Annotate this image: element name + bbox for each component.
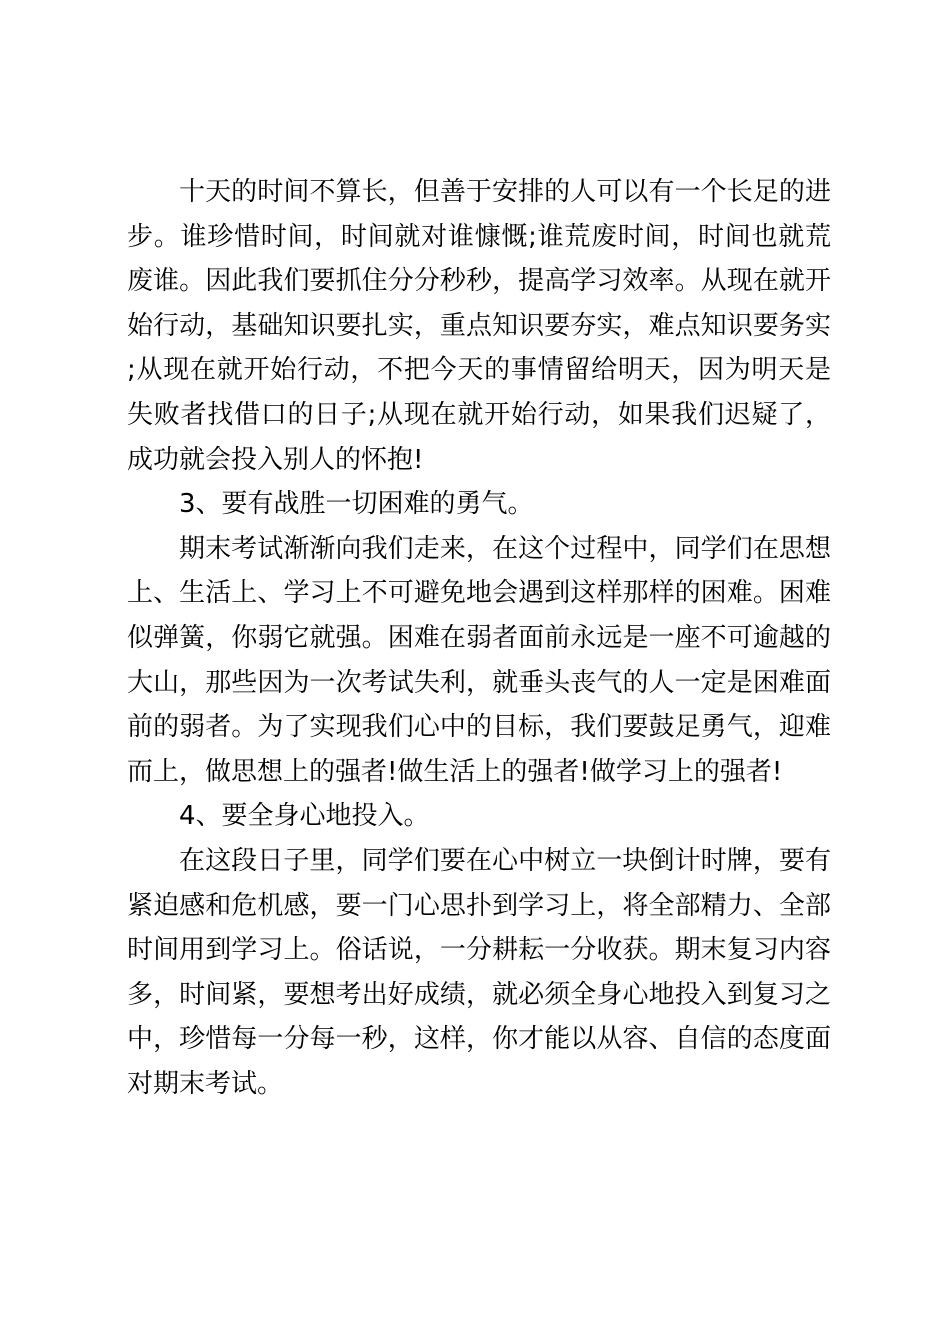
document-body	[127, 170, 831, 1106]
paragraph-time-management: 十天的时间不算长，但善于安排的人可以有一个长足的进步。谁珍惜时间，时间就对谁慷慨;谁荒废时间，时间也就荒废谁。因此我们要抓住分分秒秒，提高学习效率。从现在就开始行动，基础知识要扎实，重点知识要夯实，难点知识要务实;从现在就开始行动，不把今天的事情留给明天，因为明天是失败者找借口的日子;从现在就开始行动，如果我们迟疑了，成功就会投入别人的怀抱!	[127, 177, 831, 475]
paragraph-courage: 期末考试渐渐向我们走来，在这个过程中，同学们在思想上、生活上、学习上不可避免地会遇到这样那样的困难。困难似弹簧，你弱它就强。困难在弱者面前永远是一座不可逾越的大山，那些因为一次考试失利，就垂头丧气的人一定是困难面前的弱者。为了实现我们心中的目标，我们要鼓足勇气，迎难而上，做思想上的强者!做生活上的强者!做学习上的强者!	[127, 533, 831, 787]
heading-full-commitment: 4、要全身心地投入。	[179, 801, 430, 832]
paragraph-full-commitment: 在这段日子里，同学们要在心中树立一块倒计时牌，要有紧迫感和危机感，要一门心思扑到学习上，将全部精力、全部时间用到学习上。俗话说，一分耕耘一分收获。期末复习内容多，时间紧，要想考出好成绩，就必须全身心地投入到复习之中，珍惜每一分每一秒，这样，你才能以从容、自信的态度面对期末考试。	[127, 845, 831, 1099]
heading-courage: 3、要有战胜一切困难的勇气。	[179, 489, 534, 520]
